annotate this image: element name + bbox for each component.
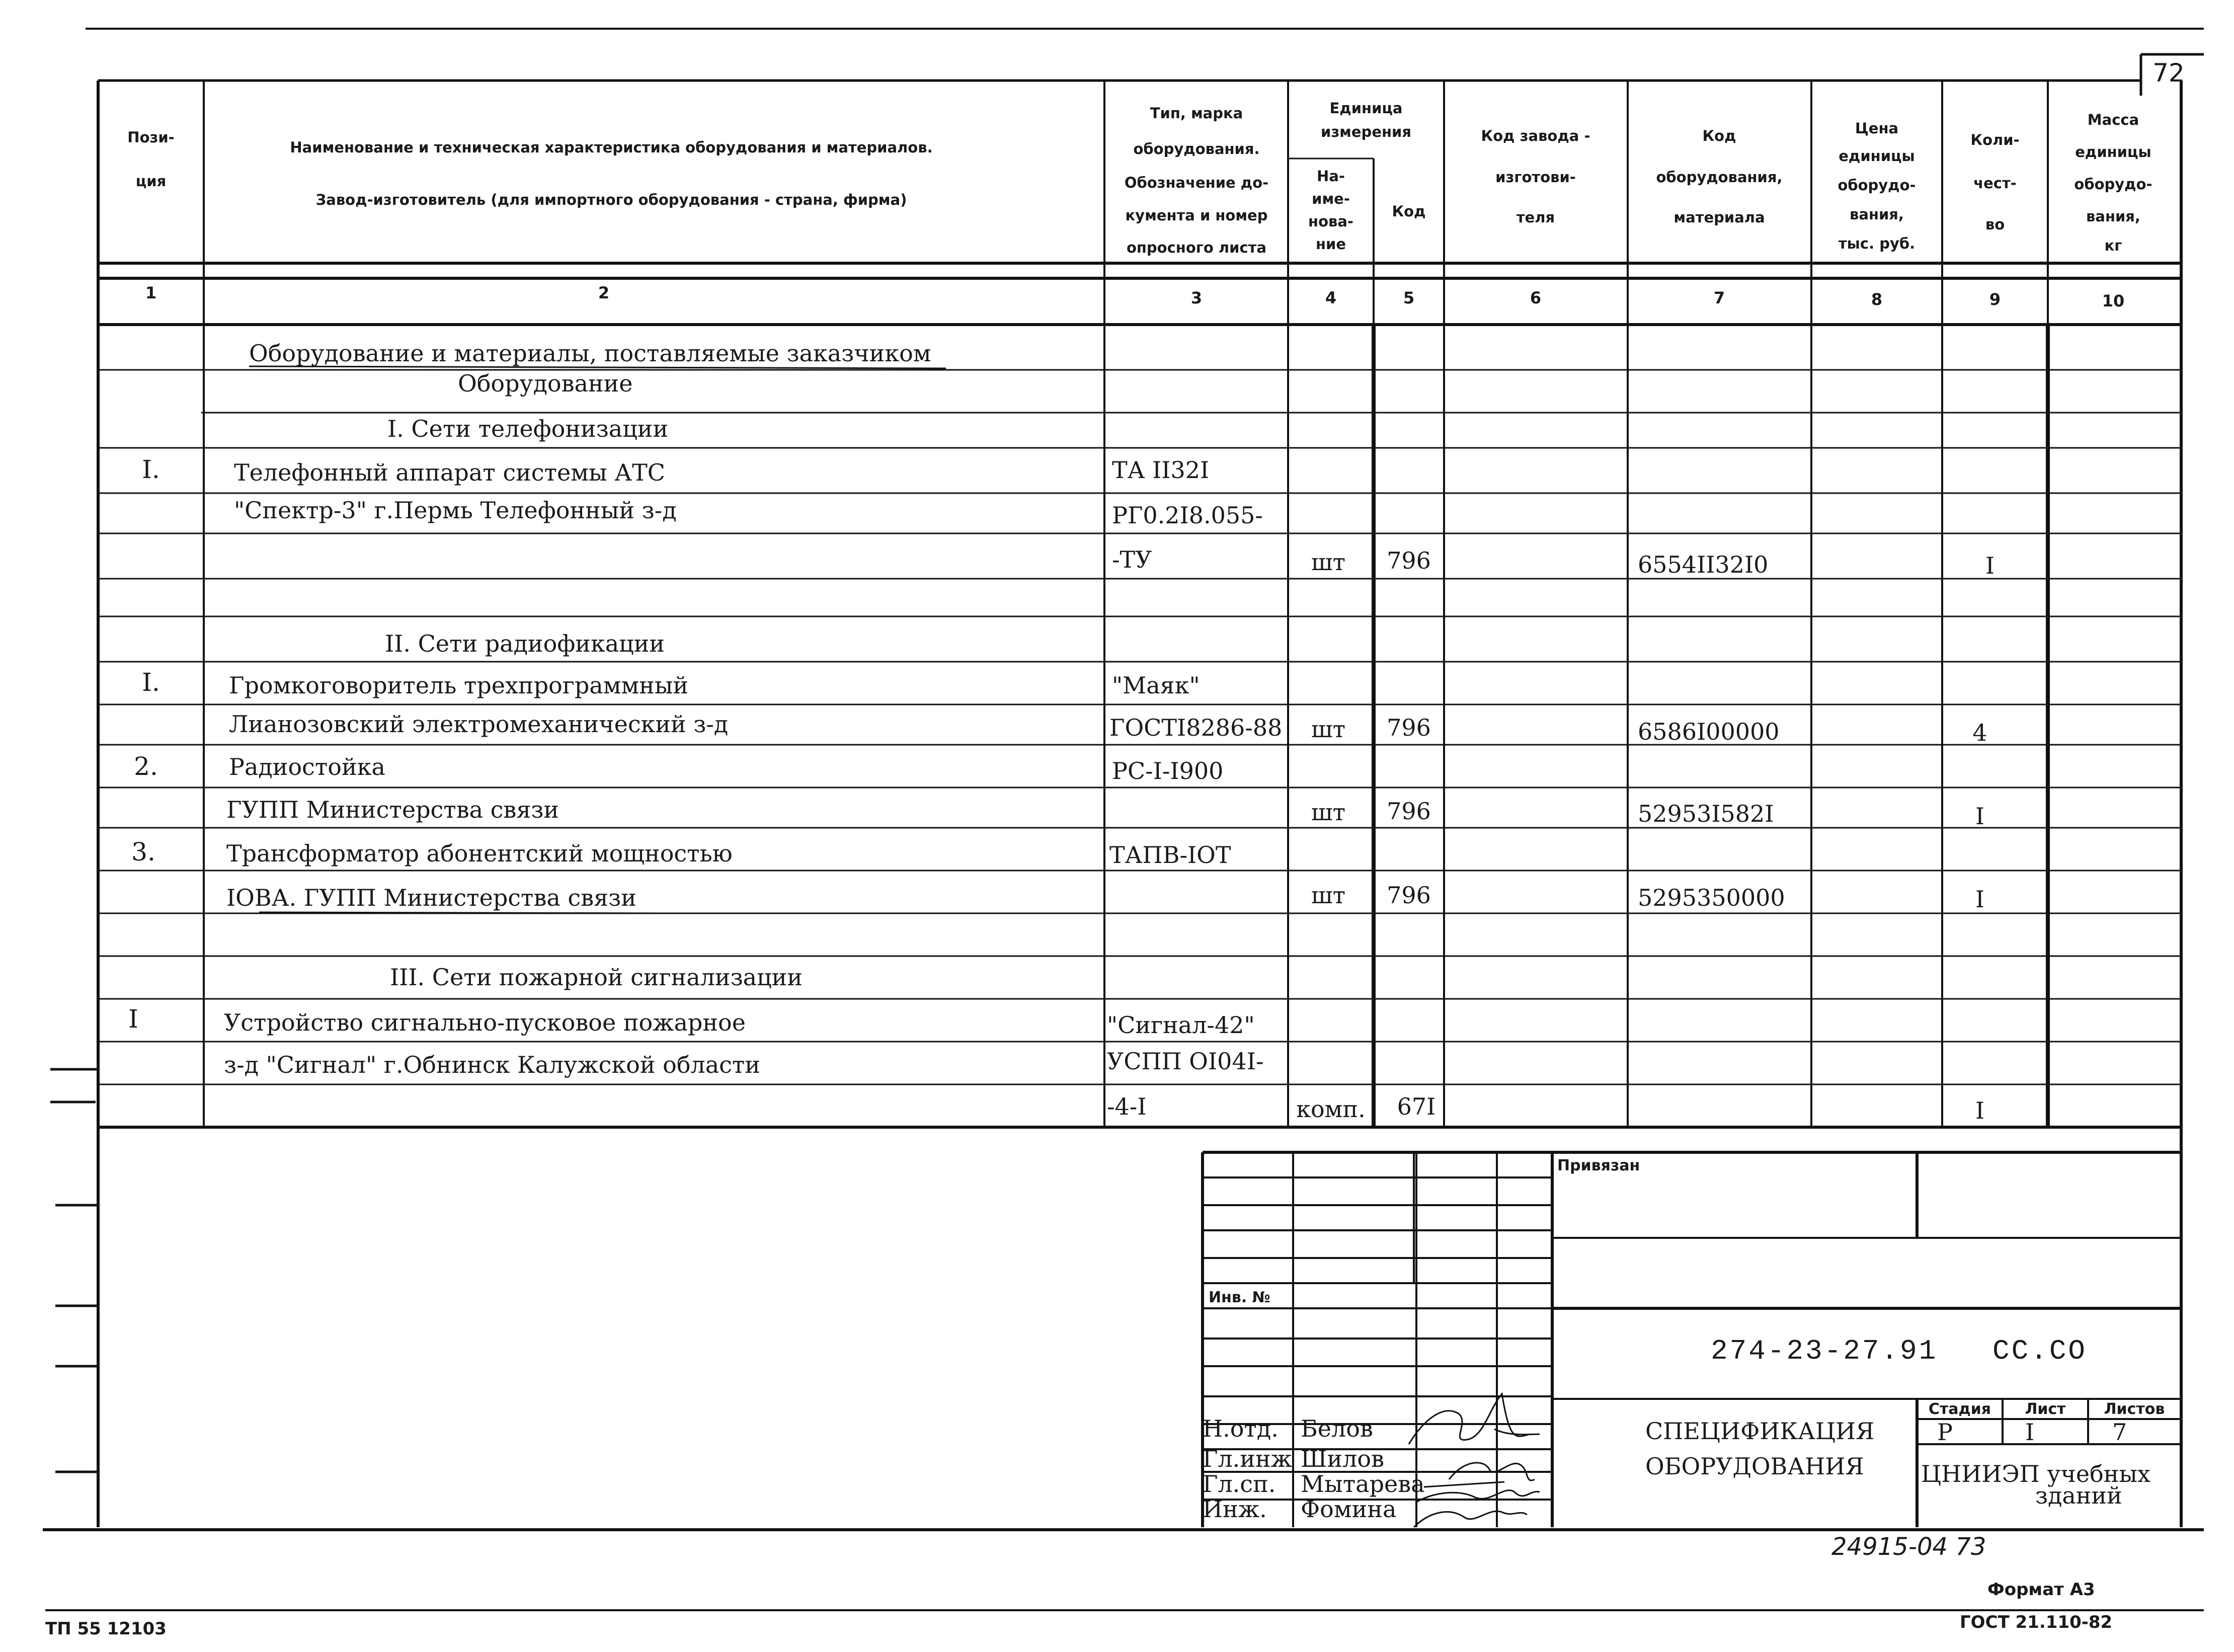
header-unit-code: Код [1392,203,1426,220]
row-name: Лианозовский электромеханический з-д [229,711,729,738]
row-pos: I. [142,668,160,697]
sheets-value: 7 [2112,1419,2127,1446]
header-maker-code-l3: теля [1516,209,1555,226]
colnum-9: 9 [1989,290,2001,309]
header-type-l5: опросного листа [1126,239,1267,256]
signature-fomina [1414,1511,1527,1527]
header-price-l4: вания, [1850,206,1904,223]
corner-code: ТП 55 12103 [45,1619,167,1639]
row-name: ГУПП Министерства связи [226,796,560,823]
header-name-l2: Завод-изготовитель (для импортного оборудования - страна, фирма) [315,191,907,208]
header-unit-group-l2: измерения [1321,123,1411,140]
row-qty: I [1975,1097,1985,1124]
row-name: IOВА. ГУПП Министерства связи [226,884,636,911]
row-unit-code: 67I [1397,1093,1436,1120]
row-unit: шт [1311,548,1346,576]
colnum-4: 4 [1325,288,1337,307]
header-mass-l1: Масса [2087,111,2139,128]
doc-title-line1: СПЕЦИФИКАЦИЯ [1645,1418,1875,1445]
row-name: Трансформатор абонентский мощностью [226,840,733,867]
colnum-6: 6 [1530,288,1542,307]
row-name: з-д "Сигнал" г.Обнинск Калужской области [224,1051,761,1078]
row-unit-code: 796 [1387,798,1431,825]
row-unit: шт [1311,716,1346,743]
header-pos-l2: ция [135,173,167,190]
header-price-l5: тыс. руб. [1838,235,1916,252]
row-qty: I [1975,886,1985,913]
header-type-l2: оборудования. [1133,140,1260,158]
staff-role-3: Гл.сп. [1203,1470,1276,1498]
format-label: Формат А3 [1987,1580,2095,1600]
row-equip-code: 6586I00000 [1638,718,1780,745]
header-unit-name-l1: На- [1317,168,1345,185]
sheet-label: Лист [2025,1400,2066,1418]
stage-label: Стадия [1928,1400,1991,1418]
row-name: Громкоговоритель трехпрограммный [229,672,689,699]
document-suffix: СС.СО [1992,1335,2088,1367]
handwritten-registration-number: 24915-04 73 [1831,1533,1986,1561]
colnum-5: 5 [1403,288,1415,307]
row-qty: 4 [1972,719,1987,746]
header-unit-group-l1: Единица [1329,100,1403,117]
doc-title-line2: ОБОРУДОВАНИЯ [1645,1453,1864,1480]
row-unit: шт [1311,882,1346,909]
staff-role-4: Инж. [1203,1496,1267,1523]
row-type: РС-I-I900 [1112,757,1224,784]
header-price-l2: единицы [1839,147,1915,165]
header-mass-l3: оборудо- [2074,176,2152,193]
header-maker-code-l2: изготови- [1495,169,1576,186]
staff-role-2: Гл.инж [1203,1445,1292,1472]
colnum-10: 10 [2102,291,2125,310]
header-qty-l1: Коли- [1970,131,2020,148]
header-price-l1: Цена [1855,120,1899,137]
inv-no-label: Инв. № [1209,1289,1270,1306]
row-qty: I [1975,803,1985,830]
row-equip-code: 5295350000 [1638,884,1785,911]
header-type-l4: кумента и номер [1125,207,1268,224]
row-name: Устройство сигнально-пусковое пожарное [224,1009,746,1036]
header-unit-name-l2: име- [1312,190,1350,207]
header-name-l1: Наименование и техническая характеристика оборудования и материалов. [290,139,933,156]
row-type: УСПП OI04I- [1107,1048,1264,1075]
colnum-7: 7 [1713,288,1725,307]
header-unit-name-l3: нова- [1308,213,1353,230]
row-type: ГОСТI8286-88 [1109,714,1283,741]
header-unit-name-l4: ние [1315,235,1346,253]
row-qty: I [1985,552,1995,579]
staff-role-1: Н.отд. [1203,1415,1279,1442]
row-type: "Сигнал-42" [1107,1011,1255,1039]
row-equip-code: 52953I582I [1638,800,1774,827]
page-number-box [2141,54,2204,96]
stage-value: Р [1937,1419,1953,1446]
org-line1: ЦНИИЭП учебных [1921,1460,2151,1487]
staff-name-4: Фомина [1301,1496,1397,1523]
header-mass-l2: единицы [2075,143,2151,161]
subsection-equipment: Оборудование [458,370,633,397]
row-type: ТА II32I [1112,456,1210,484]
table-header [127,100,2152,256]
header-mass-l4: вания, [2086,208,2140,225]
signature-shilov [1424,1463,1535,1487]
staff-name-2: Шилов [1301,1445,1384,1472]
header-equip-code-l3: материала [1673,209,1765,226]
gost-label: ГОСТ 21.110-82 [1960,1612,2113,1632]
sheet-value: I [2025,1419,2035,1446]
org-line2: зданий [2035,1482,2122,1509]
staff-name-3: Мытарева [1301,1470,1425,1498]
document-code: 274-23-27.91 [1711,1335,1938,1367]
colnum-3: 3 [1190,288,1203,307]
row-pos: I. [142,455,160,484]
row-unit: шт [1311,799,1346,826]
row-pos: I [128,1004,138,1034]
header-type-l1: Тип, марка [1150,105,1243,122]
row-type: "Маяк" [1112,672,1200,699]
row-name: Радиостойка [229,753,385,780]
colnum-1: 1 [145,283,157,302]
staff-name-1: Белов [1301,1415,1373,1442]
row-type: -ТУ [1112,546,1152,573]
row-name: Телефонный аппарат системы АТС [234,459,665,486]
section-telephony: I. Сети телефонизации [387,415,669,442]
row-type: РГ0.2I8.055- [1112,502,1263,529]
page-number: 72 [2152,58,2185,88]
header-equip-code-l1: Код [1702,127,1736,144]
spec-table-body [128,340,1994,1124]
colnum-8: 8 [1871,290,1883,309]
row-equip-code: 6554II32I0 [1638,551,1769,578]
row-type: -4-I [1107,1093,1147,1120]
row-type: ТАПВ-IOT [1109,841,1231,869]
header-qty-l2: чест- [1973,175,2017,192]
header-equip-code-l2: оборудования, [1656,169,1783,186]
colnum-2: 2 [598,283,610,302]
section-radio: II. Сети радиофикации [385,630,665,657]
header-price-l3: оборудо- [1838,177,1916,194]
row-unit-code: 796 [1387,547,1431,574]
header-maker-code-l1: Код завода - [1481,127,1590,144]
signature-belov [1409,1394,1540,1444]
title-block [1203,1152,2181,1527]
header-type-l3: Обозначение до- [1124,174,1269,191]
privyazan-label: Привязан [1557,1157,1640,1174]
header-qty-l3: во [1985,216,2005,233]
sheets-label: Листов [2104,1400,2165,1418]
header-pos-l1: Пози- [127,129,175,146]
row-pos: 3. [131,837,155,867]
row-unit-code: 796 [1387,882,1431,909]
section-supplied-by-customer: Оборудование и материалы, поставляемые заказчиком [249,340,931,367]
row-pos: 2. [134,752,158,781]
row-unit: комп. [1296,1095,1366,1123]
row-unit-code: 796 [1387,714,1431,741]
header-mass-l5: кг [2104,237,2122,254]
column-numbers-row [145,283,2124,310]
row-name: "Спектр-3" г.Пермь Телефонный з-д [234,497,677,524]
section-fire-alarm: III. Сети пожарной сигнализации [390,964,803,991]
